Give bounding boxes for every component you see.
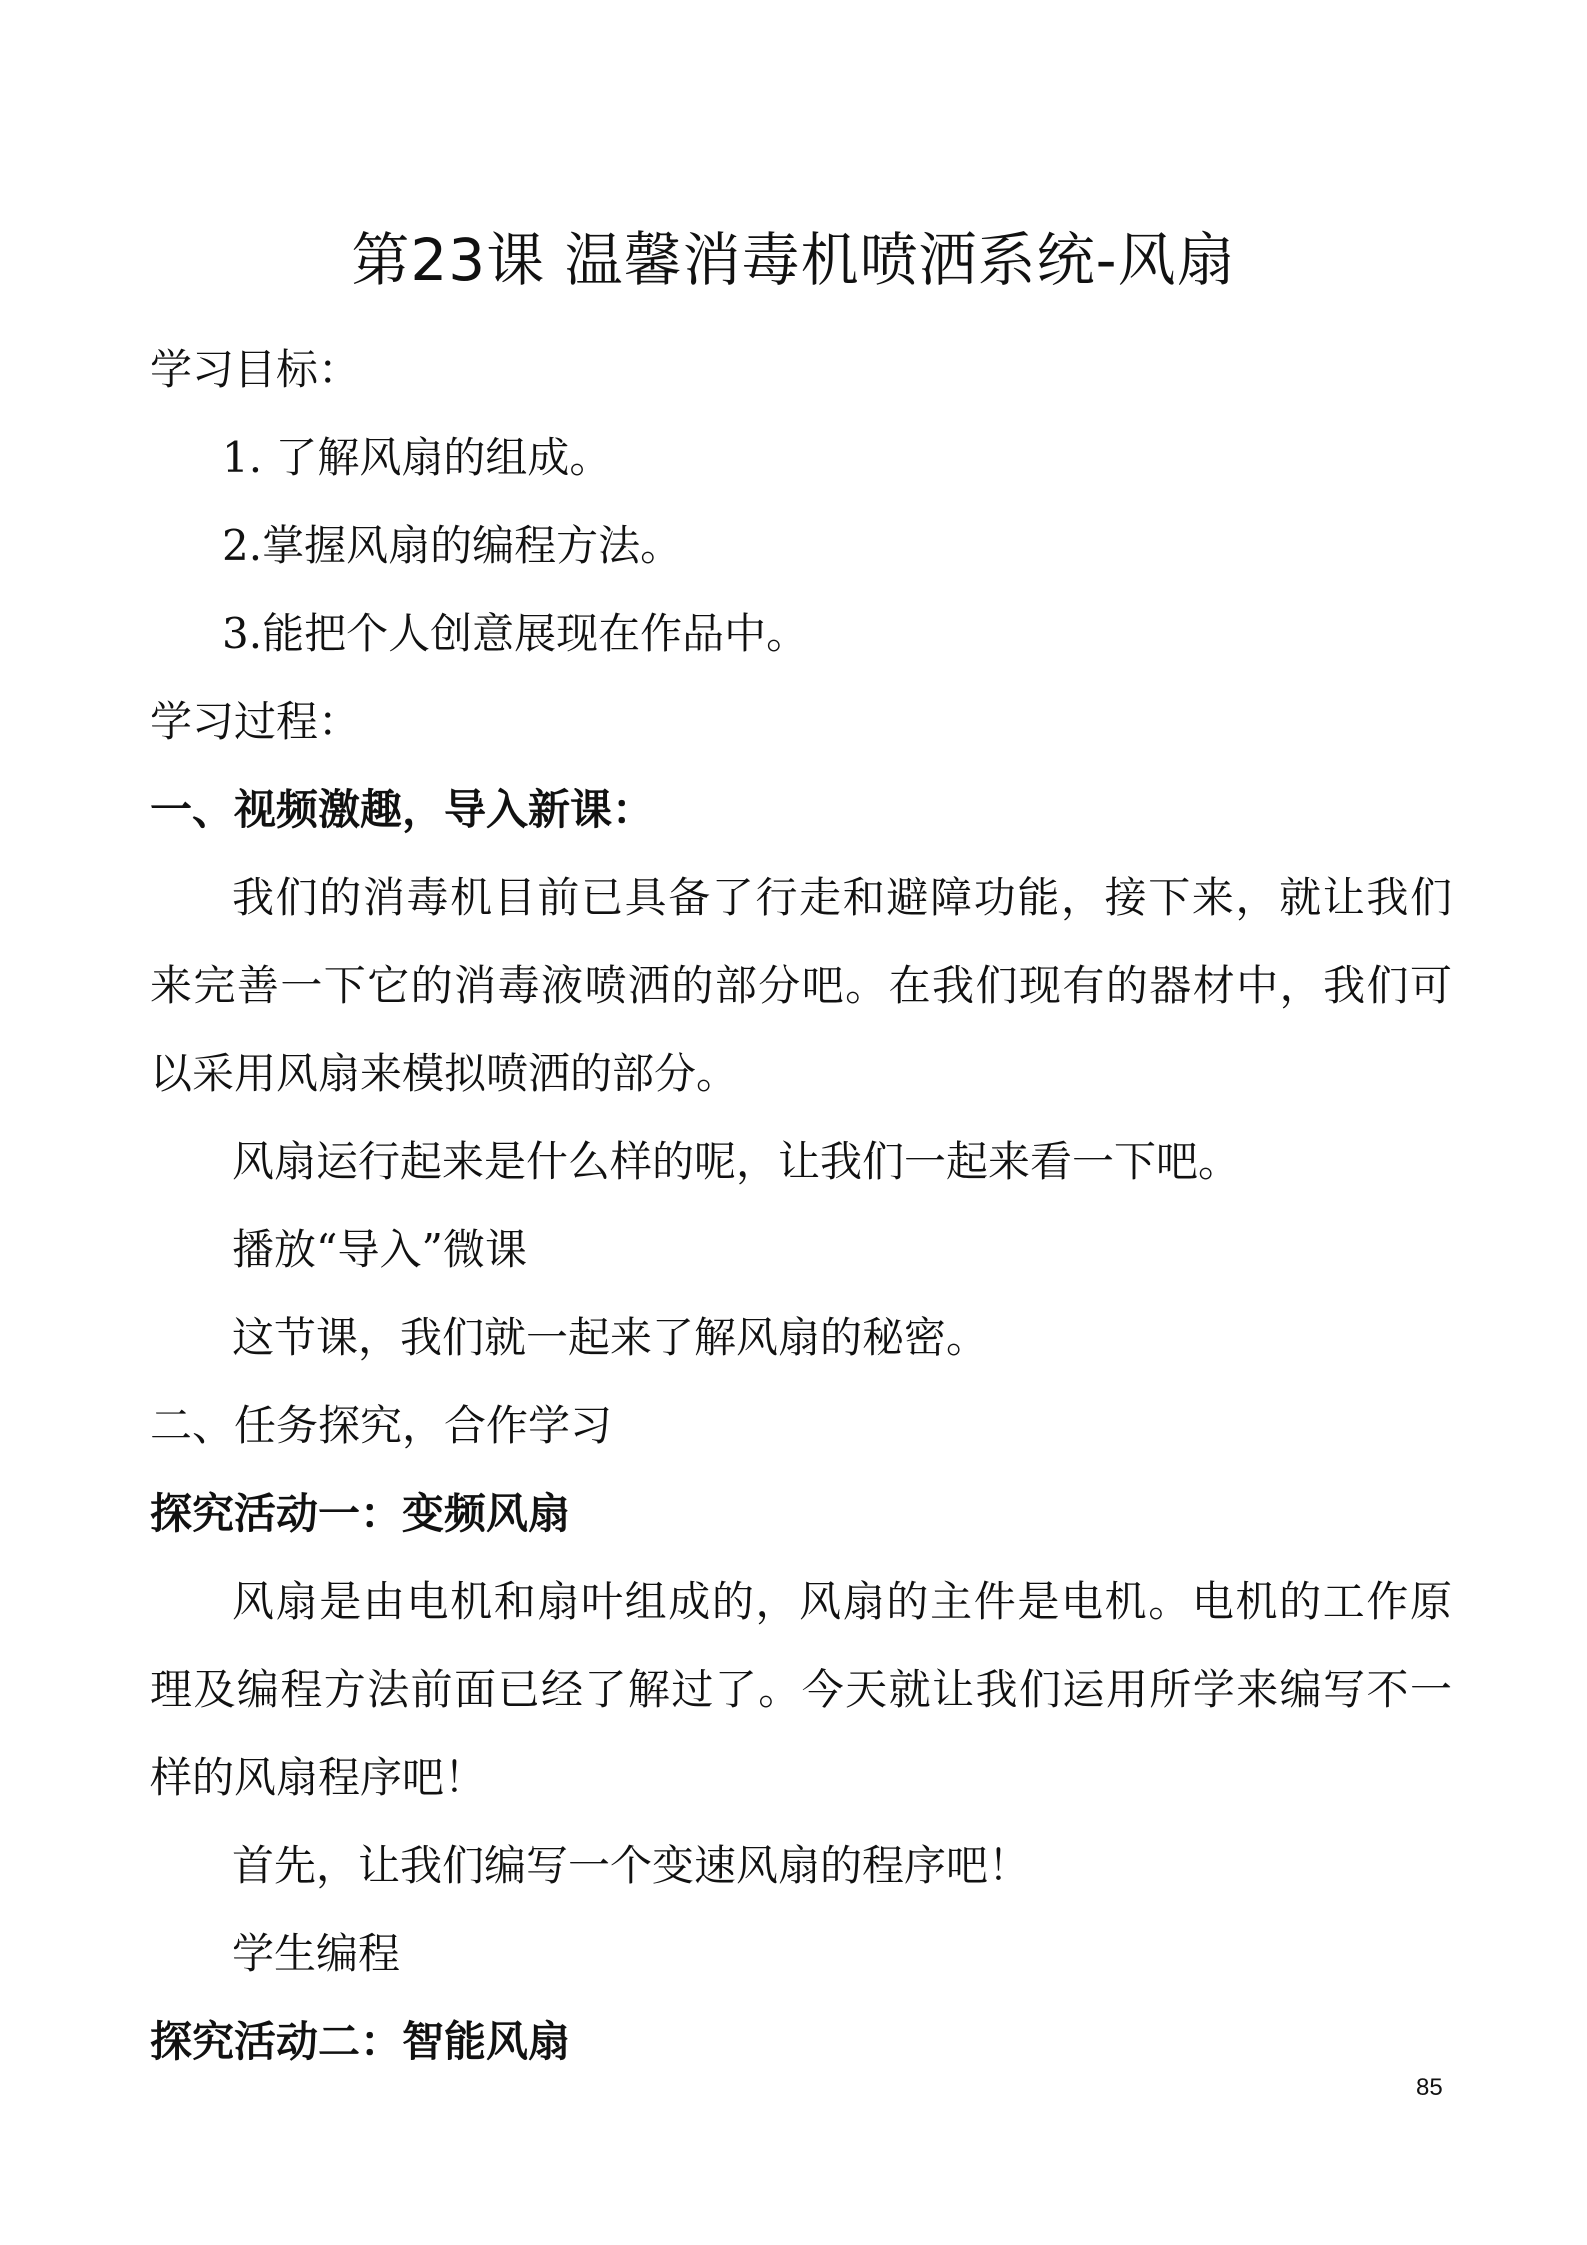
activity-one-paragraph-line-2: 理及编程方法前面已经了解过了。今天就让我们运用所学来编写不一	[150, 1665, 1452, 1714]
activity-one-paragraph-line-3: 样的风扇程序吧！	[150, 1753, 487, 1802]
learning-goal-2: 2.掌握风扇的编程方法。	[222, 521, 683, 570]
part-one-paragraph-line-2: 来完善一下它的消毒液喷洒的部分吧。在我们现有的器材中，我们可	[150, 961, 1452, 1010]
activity-one-paragraph-line-1: 风扇是由电机和扇叶组成的，风扇的主件是电机。电机的工作原	[232, 1577, 1452, 1626]
fan-operation-question: 风扇运行起来是什么样的呢，让我们一起来看一下吧。	[232, 1137, 1241, 1186]
activity-one-heading: 探究活动一：变频风扇	[150, 1489, 571, 1538]
activity-two-heading: 探究活动二：智能风扇	[150, 2017, 571, 2066]
student-programming: 学生编程	[232, 1929, 401, 1978]
lesson-title: 第23课 温馨消毒机喷洒系统-风扇	[351, 226, 1236, 294]
part-one-heading: 一、视频激趣，导入新课：	[150, 785, 655, 834]
part-one-paragraph-line-3: 以采用风扇来模拟喷洒的部分。	[150, 1049, 739, 1098]
part-one-paragraph-line-1: 我们的消毒机目前已具备了行走和避障功能，接下来，就让我们	[232, 873, 1452, 922]
learning-goals-heading: 学习目标：	[150, 345, 361, 394]
learning-goal-3: 3.能把个人创意展现在作品中。	[222, 609, 809, 658]
learning-process-heading: 学习过程：	[150, 697, 361, 746]
part-two-heading: 二、任务探究，合作学习	[150, 1401, 613, 1450]
play-intro-microlesson: 播放“导入”微课	[232, 1225, 527, 1274]
variable-speed-fan-task: 首先，让我们编写一个变速风扇的程序吧！	[232, 1841, 1031, 1890]
page-number: 85	[1416, 2074, 1443, 2101]
fan-secret-intro: 这节课，我们就一起来了解风扇的秘密。	[232, 1313, 989, 1362]
learning-goal-1: 1. 了解风扇的组成。	[222, 433, 612, 482]
